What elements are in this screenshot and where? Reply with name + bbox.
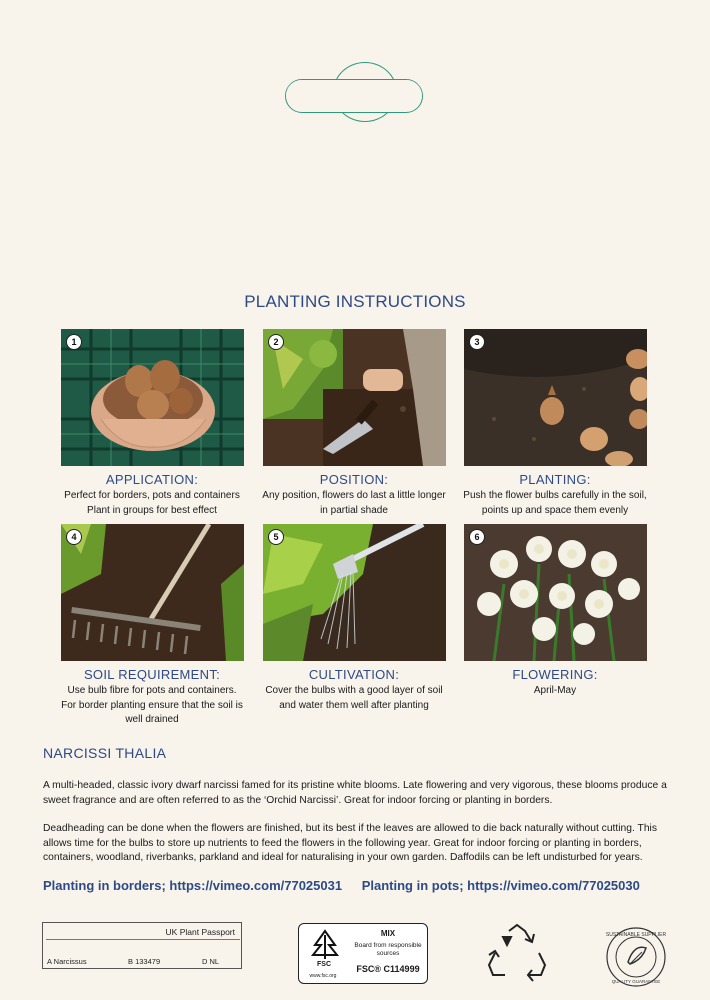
step-1-title: APPLICATION: xyxy=(105,472,199,487)
passport-title: UK Plant Passport xyxy=(165,927,235,937)
video-links xyxy=(43,878,656,893)
step-6-photo xyxy=(464,524,647,661)
step-3-text: Push the flower bulbs carefully in the soil, points up and space them evenly xyxy=(463,490,647,516)
passport-origin: D NL xyxy=(202,957,220,966)
step-1-text: Perfect for borders, pots and containers Plant in groups for best effect xyxy=(64,490,240,516)
fsc-code: FSC® C114999 xyxy=(356,964,420,974)
step-4-photo xyxy=(61,524,244,661)
step-3-number: 3 xyxy=(469,334,485,350)
passport-divider xyxy=(46,939,240,940)
svg-text:QUALITY GUARANTEE: QUALITY GUARANTEE xyxy=(611,979,661,984)
fsc-tree-icon xyxy=(309,929,341,961)
fsc-logo-text: FSC xyxy=(317,961,331,968)
step-6-title: FLOWERING: xyxy=(512,667,598,682)
step-5-photo xyxy=(263,524,446,661)
borders-video-link[interactable]: Planting in borders; https://vimeo.com/77025031 xyxy=(43,878,343,893)
step-6-text: April-May xyxy=(533,685,577,696)
fsc-board-text: Board from responsible sources xyxy=(354,942,422,957)
description-paragraph-2: Deadheading can be done when the flowers are finished, but its best if the leaves are allowed to die back naturally without cutting. This allows time for the bulbs to store up nutrients to feed the flowers in the following year. Great for indoor forcing or planting in borders, containers, woodland, riverbanks, parkland and ideal for naturalising in your own garden. Daffodils can be left undisturbed for years. xyxy=(43,823,657,863)
svg-text:SUSTAINABLE SUPPLIER: SUSTAINABLE SUPPLIER xyxy=(605,932,667,938)
pots-video-link[interactable]: Planting in pots; https://vimeo.com/77025030 xyxy=(361,878,640,893)
fsc-website: www.fsc.org xyxy=(309,973,337,979)
step-4-text: Use bulb fibre for pots and containers. For border planting ensure that the soil is well drained xyxy=(61,685,243,725)
passport-registration: B 133479 xyxy=(128,957,161,966)
product-title: NARCISSI THALIA xyxy=(43,745,167,761)
step-4-number: 4 xyxy=(66,529,82,545)
description-paragraph-1: A multi-headed, classic ivory dwarf narcissi famed for its pristine white blooms. Late flowering and very vigorous, these blooms produce a sweet fragrance and are often referred to as the ‘Orchid Narcissi’. Great for indoor forcing or planting in borders. xyxy=(43,780,667,806)
step-5-text: Cover the bulbs with a good layer of soil and water them well after planting xyxy=(265,685,443,711)
plant-passport-box xyxy=(42,922,242,969)
passport-genus: A Narcissus xyxy=(47,957,87,966)
step-2-number: 2 xyxy=(268,334,284,350)
step-2-text: Any position, flowers do last a little longer in partial shade xyxy=(262,490,446,516)
step-3-title: PLANTING: xyxy=(519,472,591,487)
sustainable-supplier-seal-icon xyxy=(604,926,668,988)
step-4-title: SOIL REQUIREMENT: xyxy=(83,667,221,682)
step-5-number: 5 xyxy=(268,529,284,545)
step-6-number: 6 xyxy=(469,529,485,545)
fsc-label xyxy=(298,923,428,984)
step-2-title: POSITION: xyxy=(319,472,389,487)
hanger-slot-fill xyxy=(286,80,422,111)
step-5-title: CULTIVATION: xyxy=(308,667,400,682)
step-1-number: 1 xyxy=(66,334,82,350)
step-3-photo xyxy=(464,329,647,466)
fsc-mix: MIX xyxy=(380,929,396,938)
section-title: PLANTING INSTRUCTIONS xyxy=(244,292,466,311)
recycle-icon xyxy=(485,923,549,985)
step-1-photo xyxy=(61,329,244,466)
step-2-photo xyxy=(263,329,446,466)
